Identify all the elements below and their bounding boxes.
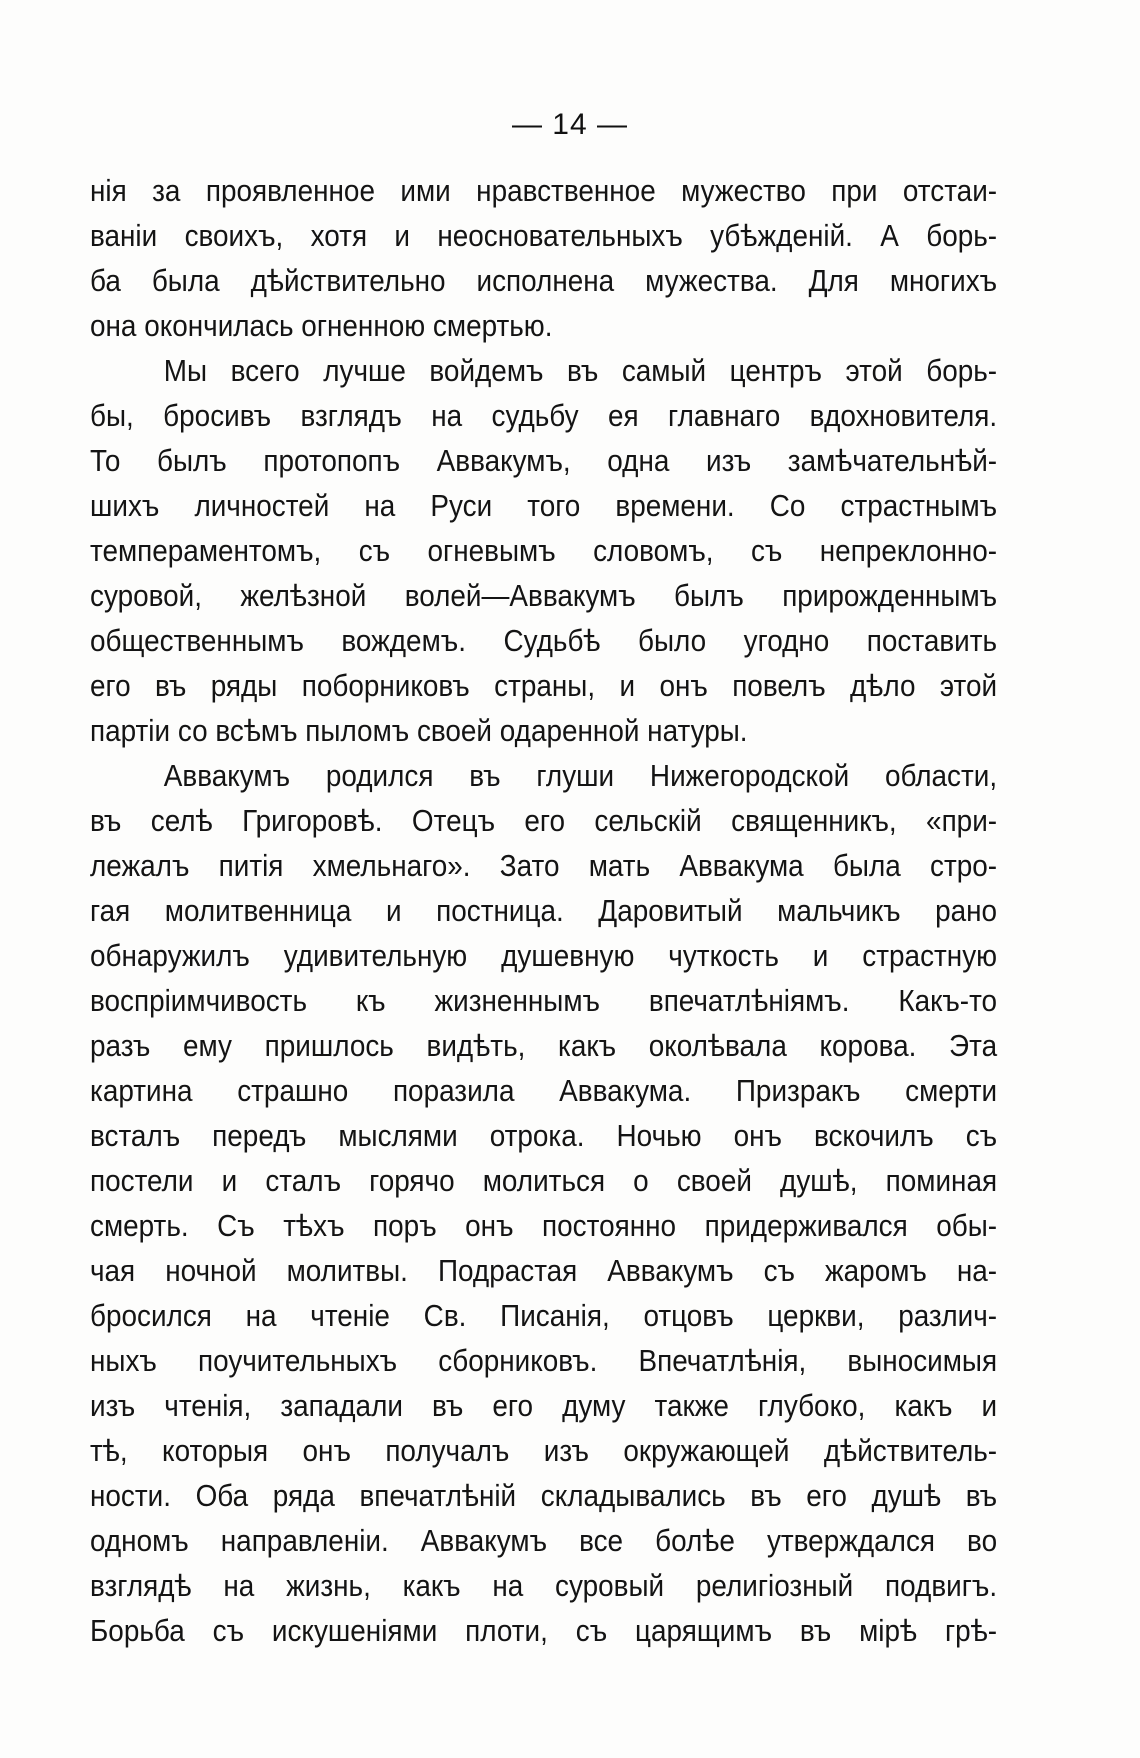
text-line: То былъ протопопъ Аввакумъ, одна изъ замѣчательнѣй- [90,443,998,478]
text-line: Борьба съ искушеніями плоти, съ царящимъ въ мірѣ грѣ- [90,1613,998,1648]
text-line: ба была дѣйствительно исполнена мужества. Для многихъ [90,263,998,298]
text-line: ваніи своихъ, хотя и неосновательныхъ убѣжденій. А борь- [90,218,998,253]
text-line: тѣ, которыя онъ получалъ изъ окружающей дѣйствитель- [90,1433,998,1468]
text-line: обнаружилъ удивительную душевную чуткость и страстную [90,938,998,973]
text-line: въ селѣ Григоровѣ. Отецъ его сельскій священникъ, «при- [90,803,998,838]
text-line: ныхъ поучительныхъ сборниковъ. Впечатлѣнія, выносимыя [90,1343,998,1378]
text-line: нія за проявленное ими нравственное мужество при отстаи- [90,173,998,208]
text-line: ности. Оба ряда впечатлѣній складывались въ его душѣ въ [90,1478,998,1513]
text-line: картина страшно поразила Аввакума. Призракъ смерти [90,1073,998,1108]
text-line: партіи со всѣмъ пыломъ своей одаренной натуры. [90,713,748,748]
text-line: она окончилась огненною смертью. [90,308,553,343]
text-line: постели и сталъ горячо молиться о своей душѣ, поминая [90,1163,998,1198]
text-line: изъ чтенія, западали въ его думу также глубоко, какъ и [90,1388,998,1423]
text-line: темпераментомъ, съ огневымъ словомъ, съ непреклонно- [90,533,998,568]
text-line: чая ночной молитвы. Подрастая Аввакумъ съ жаромъ на- [90,1253,998,1288]
text-line: гая молитвенница и постница. Даровитый мальчикъ рано [90,893,998,928]
text-line: всталъ передъ мыслями отрока. Ночью онъ вскочилъ съ [90,1118,998,1153]
text-line: его въ ряды поборниковъ страны, и онъ повелъ дѣло этой [90,668,998,703]
text-line: бы, бросивъ взглядъ на судьбу ея главнаго вдохновителя. [90,398,998,433]
text-line: бросился на чтеніе Св. Писанія, отцовъ церкви, различ- [90,1298,998,1333]
text-line: смерть. Съ тѣхъ поръ онъ постоянно придерживался обы- [90,1208,998,1243]
text-line: Мы всего лучше войдемъ въ самый центръ этой борь- [163,353,998,388]
text-line: воспріимчивость къ жизненнымъ впечатлѣніямъ. Какъ-то [90,983,998,1018]
body-text [90,168,998,1653]
text-line: разъ ему пришлось видѣть, какъ околѣвала корова. Эта [90,1028,998,1063]
text-line: общественнымъ вождемъ. Судьбѣ было угодно поставить [90,623,998,658]
text-line: взглядѣ на жизнь, какъ на суровый религіозный подвигъ. [90,1568,998,1603]
text-line: суровой, желѣзной волей—Аввакумъ былъ прирожденнымъ [90,578,998,613]
page-number: — 14 — [511,108,629,141]
text-line: одномъ направленіи. Аввакумъ все болѣе утверждался во [90,1523,998,1558]
text-line: Аввакумъ родился въ глуши Нижегородской области, [163,758,998,793]
text-line: шихъ личностей на Руси того времени. Со страстнымъ [90,488,998,523]
text-line: лежалъ питія хмельнаго». Зато мать Аввакума была стро- [90,848,998,883]
